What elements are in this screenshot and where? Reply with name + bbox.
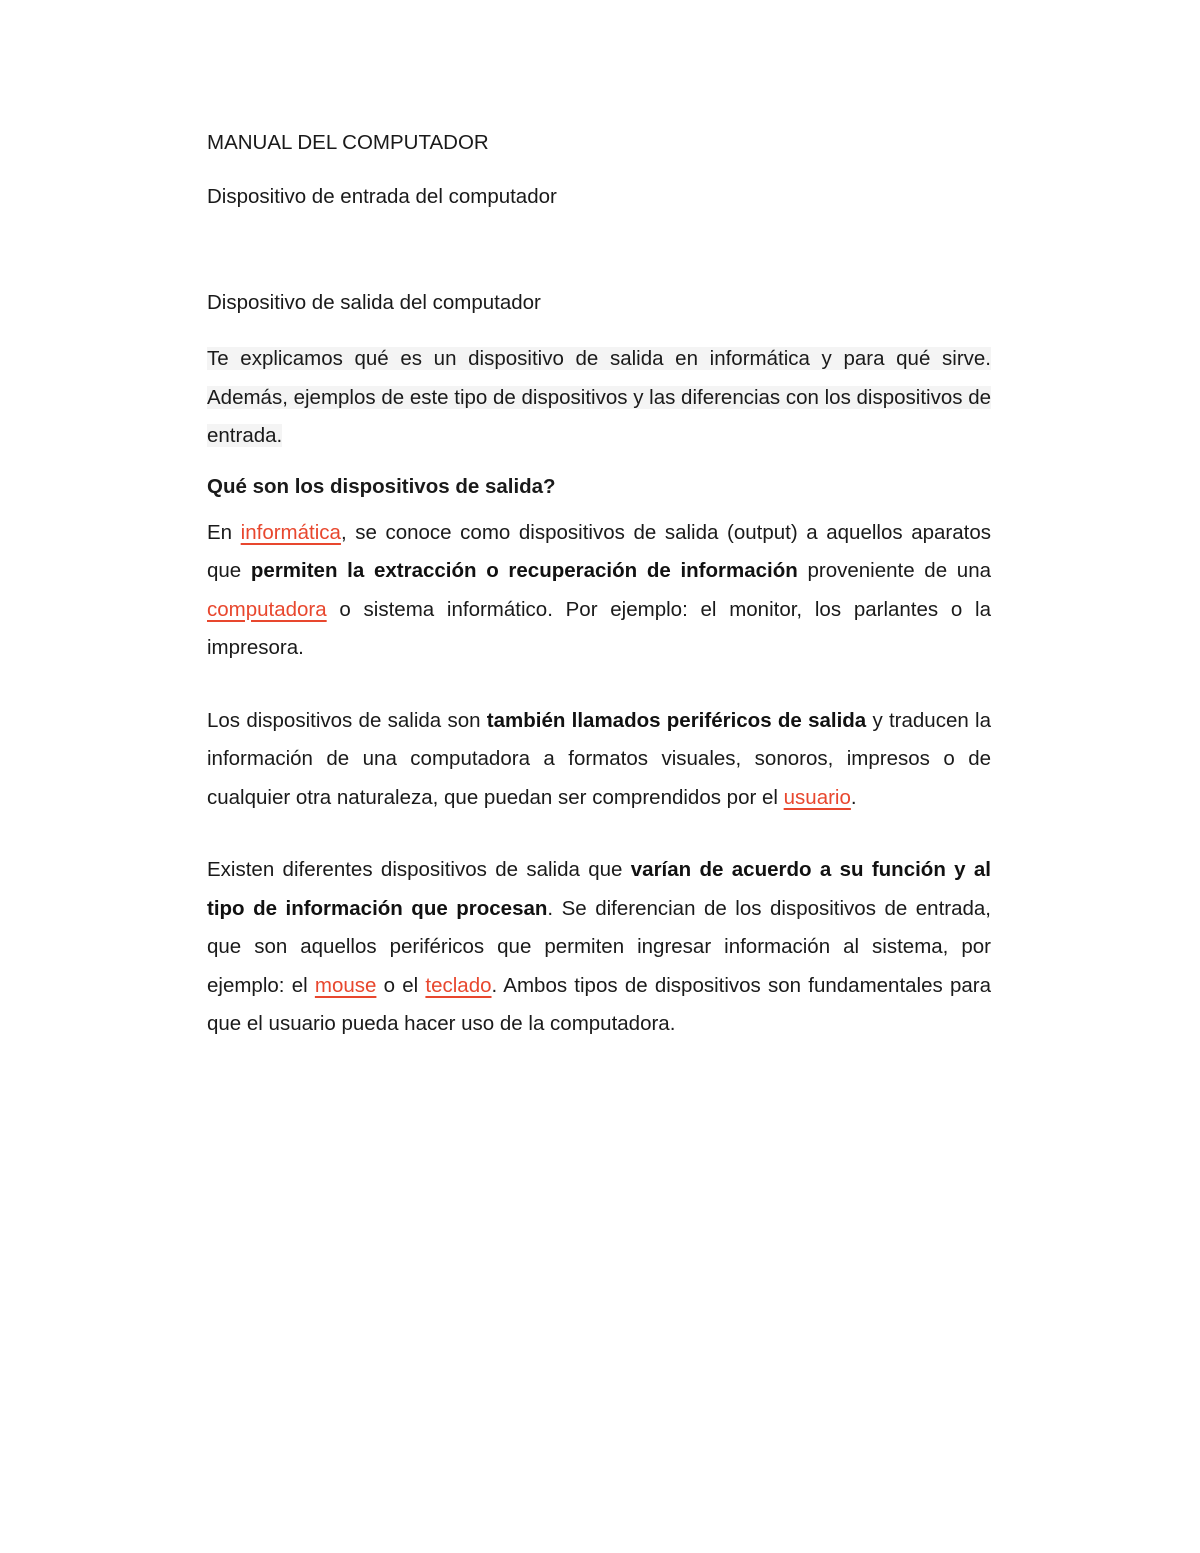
question-heading: Qué son los dispositivos de salida? bbox=[207, 474, 556, 498]
para2-text-3: . bbox=[850, 785, 857, 809]
intro-paragraph bbox=[207, 340, 991, 456]
para1-bold: permiten la extracción o recuperación de información bbox=[250, 559, 798, 582]
paragraph-perifericos bbox=[207, 702, 991, 818]
para2-text-2: y traducen la información de una computadora a formatos visuales, sonoros, impresos o de cualquier otra naturaleza, que puedan ser comprendidos por el bbox=[207, 708, 991, 809]
link-usuario[interactable]: usuario bbox=[783, 785, 851, 809]
intro-text: Te explicamos qué es un dispositivo de salida en informática y para qué sirve. Además, ejemplos de este tipo de dispositivos y las diferencias con los dispositivos de entrada. bbox=[207, 347, 991, 447]
document-body bbox=[207, 128, 991, 1044]
para1-text-2: , se conoce como dispositivos de salida (output) a aquellos aparatos que bbox=[207, 520, 991, 582]
link-computadora[interactable]: computadora bbox=[207, 597, 327, 621]
document-title: MANUAL DEL COMPUTADOR bbox=[207, 131, 489, 154]
link-teclado[interactable]: teclado bbox=[425, 973, 492, 997]
para3-text-1: Existen diferentes dispositivos de salida que bbox=[207, 858, 631, 881]
para3-text-3: o el bbox=[376, 973, 426, 997]
para2-bold: también llamados periféricos de salida bbox=[486, 708, 867, 732]
paragraph-definition bbox=[207, 514, 991, 668]
para3-bold: varían de acuerdo a su función y al tipo de información que procesan bbox=[207, 858, 991, 920]
para3-text-2: . Se diferencian de los dispositivos de entrada, que son aquellos periféricos que permiten ingresar información al sistema, por ejemplo: el bbox=[207, 896, 991, 997]
paragraph-diferencias bbox=[207, 851, 991, 1044]
heading-output-devices: Dispositivo de salida del computador bbox=[207, 291, 541, 314]
link-informatica[interactable]: informática bbox=[240, 520, 341, 544]
para1-text-3: proveniente de una bbox=[797, 559, 991, 582]
para3-text-4: . Ambos tipos de dispositivos son fundamentales para que el usuario pueda hacer uso de la computadora. bbox=[207, 973, 991, 1035]
para2-text-1: Los dispositivos de salida son bbox=[207, 708, 487, 732]
link-mouse[interactable]: mouse bbox=[314, 973, 377, 997]
para1-text-1: En bbox=[207, 520, 241, 544]
para1-text-4: o sistema informático. Por ejemplo: el monitor, los parlantes o la impresora. bbox=[207, 597, 991, 659]
heading-input-devices: Dispositivo de entrada del computador bbox=[207, 185, 557, 208]
